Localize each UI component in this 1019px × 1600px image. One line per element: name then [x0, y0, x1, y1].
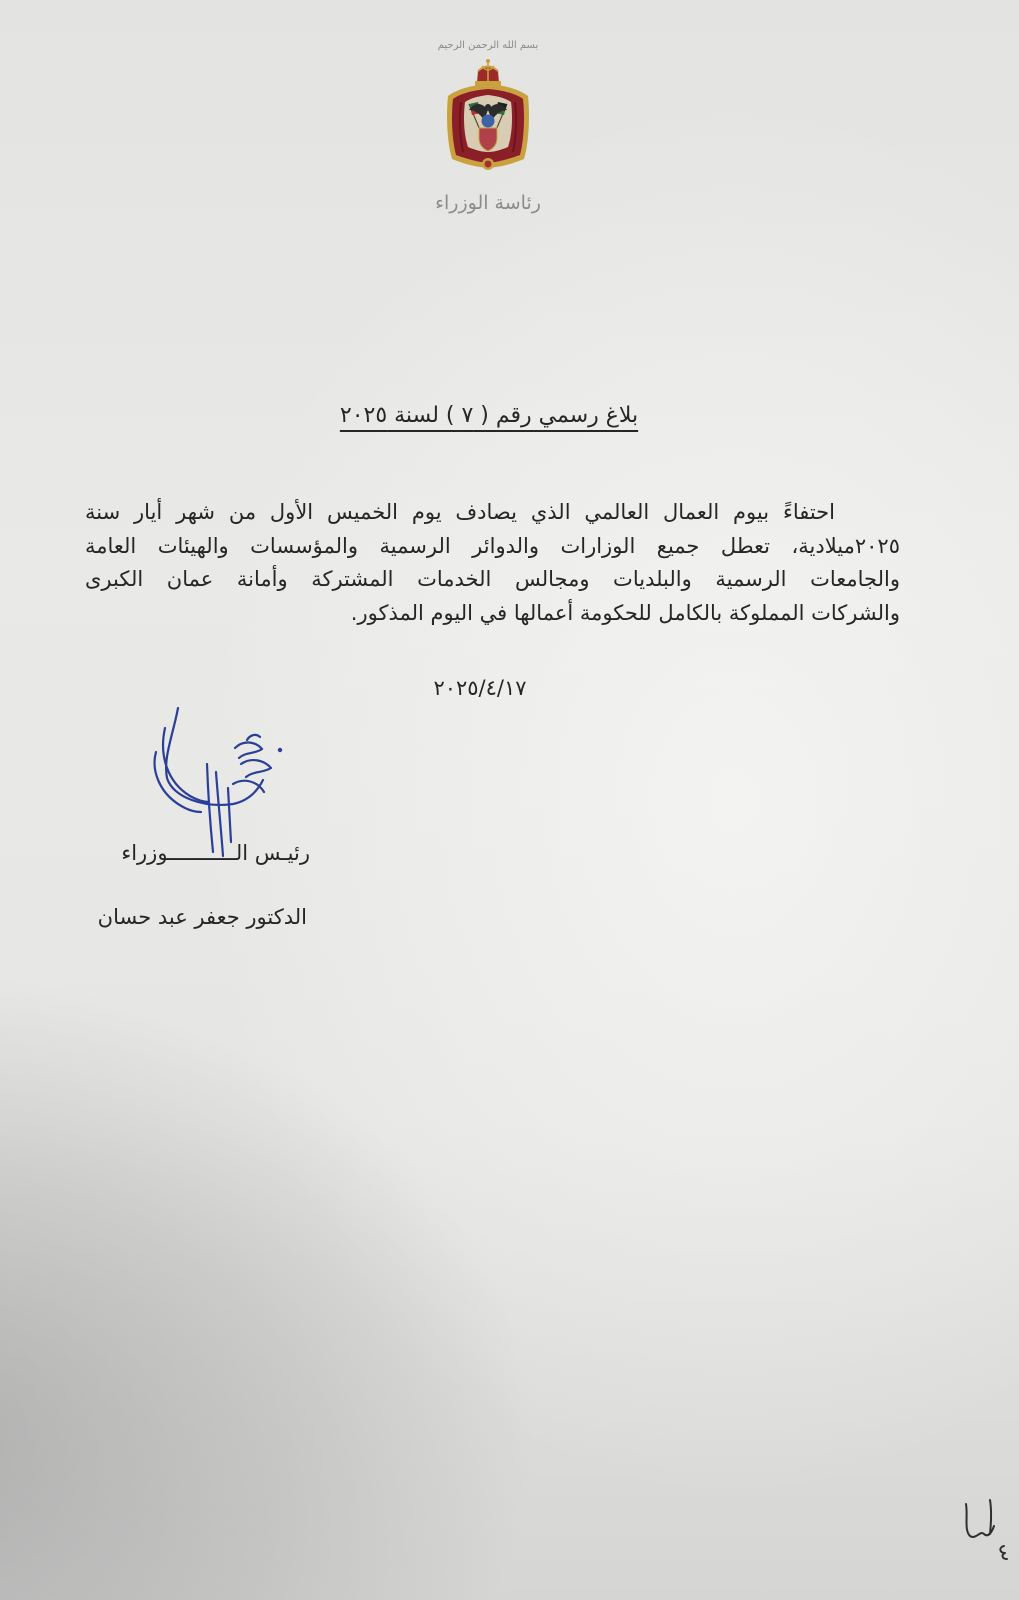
crown-icon [475, 59, 501, 86]
office-name: رئاسة الوزراء [435, 192, 541, 214]
body-line: ٢٠٢٥ميلادية، تعطل جميع الوزارات والدوائر الرسمية والمؤسسات والهيئات العامة [85, 533, 900, 558]
handwritten-signature-icon [145, 700, 305, 870]
notice-body [85, 496, 900, 630]
basmala-heading: بسم الله الرحمن الرحيم [437, 40, 539, 51]
body-line: احتفاءً بيوم العمال العالمي الذي يصادف يوم الخميس الأول من شهر أيار سنة [85, 500, 835, 524]
globe-icon [482, 115, 495, 128]
signatory-name: الدكتور جعفر عبد حسان [97, 905, 307, 929]
coat-of-arms-icon [443, 58, 533, 173]
body-line: والجامعات الرسمية والبلديات ومجالس الخدمات المشتركة وأمانة عمان الكبرى [85, 567, 900, 591]
signatory-title: رئيـس الـــــــــــوزراء [121, 841, 310, 865]
notice-title: بلاغ رسمي رقم ( ٧ ) لسنة ٢٠٢٥ [339, 403, 639, 428]
notice-date: ٢٠٢٥/٤/١٧ [433, 676, 527, 700]
medal-icon [482, 158, 494, 170]
handwritten-annotation-icon [950, 1490, 1019, 1560]
body-line: والشركات المملوكة بالكامل للحكومة أعمالها في اليوم المذكور. [350, 600, 900, 625]
